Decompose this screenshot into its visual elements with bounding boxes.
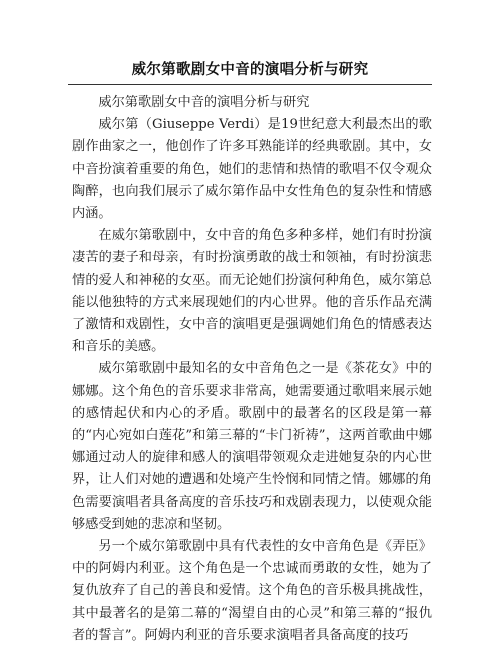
paragraph-roles: 在威尔第歌剧中，女中音的角色多种多样，她们有时扮演凄苦的妻子和母亲，有时扮演勇敢的战士和领袖，有时扮演悲情的爱人和神秘的女巫。而无论她们扮演何种角色，威尔第总能以他独特的方式来展现她们的内心世界。他的音乐作品充满了激情和戏剧性，女中音的演唱更是强调她们角色的情感表达和音乐的美感。 [72,228,432,355]
paragraph-traviata: 威尔第歌剧中最知名的女中音角色之一是《茶花女》中的娜娜。这个角色的音乐要求非常高，她需要通过歌唱来展示她的感情起伏和内心的矛盾。歌剧中的最著名的区段是第一幕的“内心宛如白莲花”和第三幕的“卡门祈祷”，这两首歌曲中娜娜通过动人的旋律和感人的演唱带领观众走进她复杂的内心世界，让人们对她的遭遇和处境产生怜悯和同情之情。娜娜的角色需要演唱者具备高度的音乐技巧和戏剧表现力，以使观众能够感受到她的悲凉和坚韧。 [72,361,432,532]
document-title: 威尔第歌剧女中音的演唱分析与研究 [131,62,369,78]
title-divider [68,84,432,85]
paragraph-intro: 威尔第（Giuseppe Verdi）是19世纪意大利最杰出的歌剧作曲家之一，他创作了许多耳熟能详的经典歌剧。其中，女中音扮演着重要的角色，她们的悲情和热情的歌唱不仅令观众陶醉，也向我们展示了威尔第作品中女性角色的复杂性和情感内涵。 [72,117,432,222]
document-body [72,92,432,647]
paragraph-rigoletto: 另一个威尔第歌剧中具有代表性的女中音角色是《弄臣》中的阿姆内利亚。这个角色是一个忠诚而勇敢的女性，她为了复仇放弃了自己的善良和爱情。这个角色的音乐极具挑战性，其中最著名的是第二幕的“渴望自由的心灵”和第三幕的“报仇者的誓言”。阿姆内利亚的音乐要求演唱者具备高度的技巧 [72,539,432,643]
body-subtitle: 威尔第歌剧女中音的演唱分析与研究 [98,95,310,110]
